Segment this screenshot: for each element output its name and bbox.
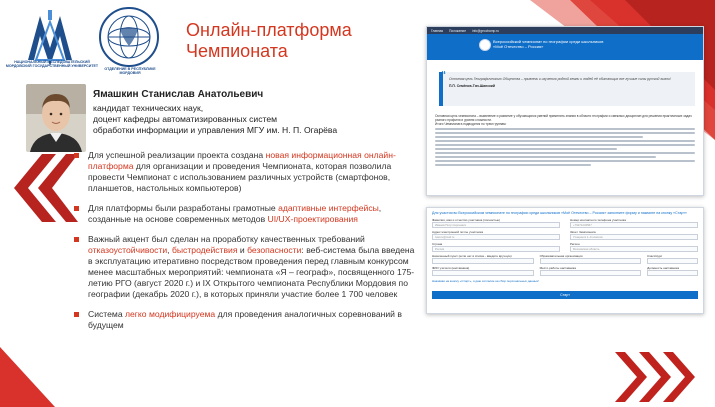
person-role-line1: кандидат технических наук, — [93, 103, 204, 113]
teacher-input[interactable] — [432, 270, 534, 276]
rgo-emblem-icon — [98, 6, 160, 68]
person-role-line3: обработки информации и управления МГУ им. Н. П. Огарёва — [93, 125, 338, 135]
label-class: Класс/курс — [647, 254, 663, 259]
bullet-highlight: легко модифицируема — [125, 309, 216, 319]
bullet-highlight: быстродействия — [171, 245, 238, 255]
class-input[interactable] — [647, 258, 698, 264]
form-title: Для участия во Всероссийском чемпионате по географии среди школьников «Моё Отечество – Россия» заполните форму и нажмите на кнопку «Старт» — [432, 211, 687, 215]
site-nav-email[interactable]: info@geochamp.ru — [472, 28, 499, 33]
bullet-text: : веб-система была введена в эксплуатацию итеративно посредством проведения перед главным конкурсом менее масштабных мероприятий: чемпионата «Я – географ», посвященного 175-летию РГО (август 2020 г.) и IX Открытого чемпионата Республики Мордовия по географии (декабрь 2020 г.), в которых приняли участие более 1 700 человек — [88, 245, 415, 299]
site-quote-text: Основная цель Географического Общества – привлечь к изучению родной земли и людей её обитающих все лучшие силы русской жизни! — [449, 77, 671, 81]
bullet-highlight: безопасности — [247, 245, 302, 255]
bullet-text: для организации и проведения Чемпионата, которая позволила провести Чемпионат с использованием различных устройств (смартфонов, планшетов, настольных компьютеров) — [88, 161, 392, 193]
label-teacher: ФИО учителя (наставника) — [432, 266, 470, 271]
person-role-line2: доцент кафедры автоматизированных систем — [93, 114, 278, 124]
bullet-text: Важный акцент был сделан на проработку качественных требований — [88, 234, 365, 244]
bullet-text: , созданные на основе современных методов — [88, 203, 382, 224]
university-logo — [10, 8, 92, 66]
quote-mark-icon: “ — [441, 70, 446, 81]
bullet-highlight: новая информационная онлайн-платформа — [88, 150, 396, 171]
bullet-highlight: адаптивные интерфейсы — [278, 203, 379, 213]
bullet-list — [70, 150, 415, 331]
form-fields-row — [432, 254, 698, 264]
slide-title-line1: Онлайн-платформа — [186, 20, 352, 40]
website-screenshot-landing — [426, 26, 704, 196]
site-intro-text: Основная цель чемпионата – выявление и развитие у обучающихся умений применять знания в области географии и смежных дисциплин для решения практических задач разного профиля и уровня сложности. — [435, 114, 692, 123]
slide-title-line2: Чемпионата — [186, 41, 288, 61]
label-phone: Номер контактного телефона участника — [570, 218, 626, 223]
bullet-text: и — [237, 245, 248, 255]
rgo-logo-caption: ОТДЕЛЕНИЕ В РЕСПУБЛИКЕ МОРДОВИЯ — [104, 67, 156, 75]
university-logo-caption: НАЦИОНАЛЬНЫЙ ИССЛЕДОВАТЕЛЬСКИЙ МОРДОВСКИЙ ГОСУДАРСТВЕННЫЙ УНИВЕРСИТЕТ — [5, 60, 99, 69]
phone-input[interactable]: +79271234567 — [570, 222, 698, 228]
label-region: Регион — [570, 242, 580, 247]
bullet-square-icon — [74, 206, 79, 211]
label-school: Образовательная организация — [539, 254, 583, 259]
bullet-square-icon — [74, 312, 79, 317]
work-input[interactable] — [540, 270, 642, 276]
avatar — [26, 84, 86, 152]
decorative-corner-bottom-left — [0, 337, 60, 407]
bullet-square-icon — [74, 153, 79, 158]
label-fio: Фамилия, имя и отчество участника (полностью) — [432, 218, 501, 223]
bullet-text: для проведения аналогичных соревнований в будущем — [88, 309, 402, 330]
bullet-item — [70, 234, 415, 300]
bullet-text: Система — [88, 309, 125, 319]
email-input[interactable]: ivanov@mail.ru — [432, 234, 560, 240]
form-fields — [432, 218, 698, 252]
bullet-square-icon — [74, 237, 79, 242]
region-select[interactable]: Московская область — [570, 246, 698, 252]
label-group: Зачет Чемпионата — [570, 230, 596, 235]
bullet-text: , — [167, 245, 172, 255]
label-position: Должность наставника — [647, 266, 680, 271]
site-quote — [439, 72, 695, 106]
label-email: Адрес электронной почты участника — [432, 230, 483, 235]
label-work: Место работы наставника — [539, 266, 576, 271]
start-button[interactable]: Старт — [432, 291, 698, 299]
bullet-highlight: UI/UX-проектирования — [267, 214, 358, 224]
chevrons-bottom-right — [595, 347, 715, 407]
site-topbar — [427, 27, 703, 34]
fio-input[interactable]: Иванов Петр Сергеевич — [432, 222, 560, 228]
bullet-text: Для платформы были разработаны грамотные — [88, 203, 279, 213]
website-screenshot-form — [426, 207, 704, 314]
site-body-lines — [435, 128, 695, 166]
bullet-highlight: отказоустойчивости — [88, 245, 168, 255]
consent-note: Нажимая на кнопку «Старт», я даю согласие на сбор персональных данных! — [432, 279, 539, 284]
site-groups-text: Итоги Чемпионата подводятся по трем группам: — [435, 122, 507, 127]
site-nav-rules[interactable]: Положение — [449, 28, 466, 33]
person-name: Ямашкин Станислав Анатольевич — [93, 89, 264, 100]
site-quote-author: П.П. Семёнов-Тян-Шанский — [449, 84, 495, 89]
chevrons-left-icon — [8, 148, 78, 228]
school-input[interactable] — [540, 258, 642, 264]
site-body — [427, 106, 703, 166]
person-role — [93, 103, 393, 136]
country-select[interactable]: Россия — [432, 246, 560, 252]
bullet-item — [70, 203, 415, 225]
label-country: Страна — [432, 242, 443, 247]
bullet-text: Для успешной реализации проекта создана — [88, 150, 266, 160]
site-logo-icon — [479, 39, 491, 51]
bullet-item — [70, 150, 415, 194]
site-header-title: Всероссийский чемпионат по географии среди школьников «Моё Отечество – Россия» — [493, 39, 604, 49]
group-select[interactable]: Учащиеся 1–9 классов — [570, 234, 698, 240]
bullet-item — [70, 309, 415, 331]
form-fields-teacher — [432, 266, 698, 276]
label-locality: Населенный пункт (если нет в списке - введите вручную) — [432, 254, 512, 259]
site-nav-home[interactable]: Главная — [431, 28, 444, 33]
site-header — [427, 34, 703, 60]
position-input[interactable] — [647, 270, 698, 276]
slide-title — [186, 20, 352, 62]
locality-input[interactable] — [432, 258, 534, 264]
